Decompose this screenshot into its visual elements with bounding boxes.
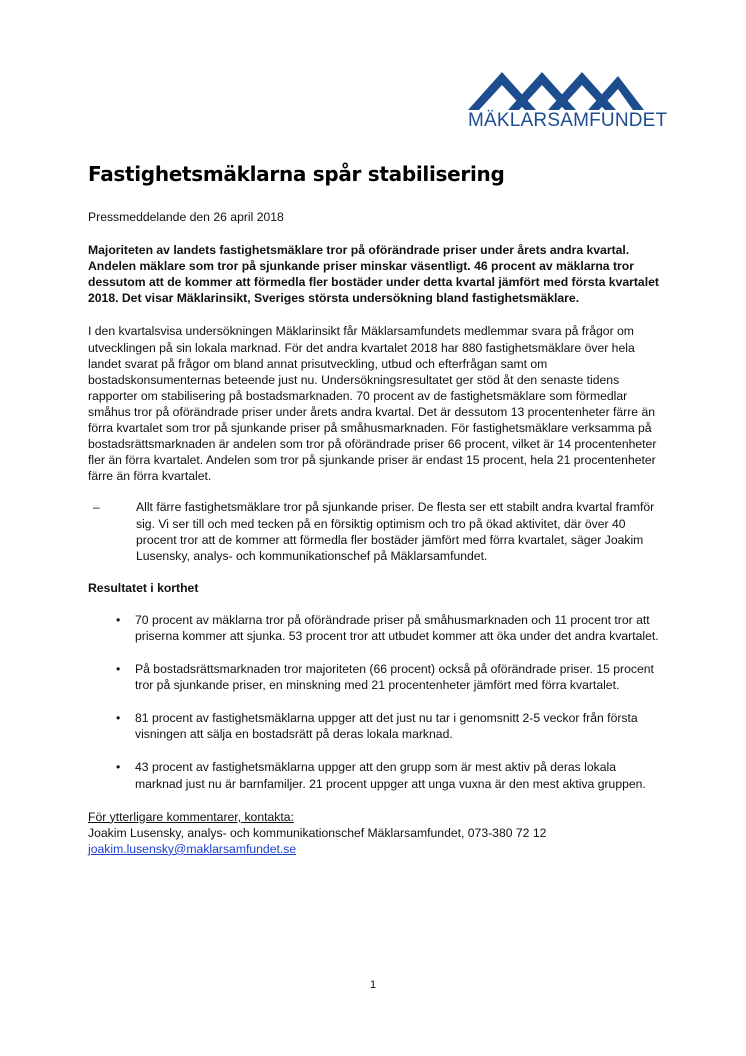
list-item-text: 43 procent av fastighetsmäklarna uppger att den grupp som är mest aktiv på deras lokala marknad just nu är barnfamiljer. 21 procent uppger att unga vuxna är den mest aktiva gruppen. [135, 760, 646, 791]
bullet-icon: • [116, 711, 121, 726]
list-item-text: På bostadsrättsmarknaden tror majoriteten (66 procent) också på oförändrade priser. 15 procent tror på sjunkande priser, en minskning med 21 procentenheter jämfört med förra kvartalet. [135, 662, 654, 693]
page-title: Fastighetsmäklarna spår stabilisering [88, 162, 505, 186]
maklarsamfundet-logo [468, 70, 668, 136]
press-release [88, 162, 660, 857]
bullet-icon: • [116, 612, 121, 627]
contact-email-link[interactable]: joakim.lusensky@maklarsamfundet.se [88, 841, 297, 856]
list-item-text: 81 procent av fastighetsmäklarna uppger att det just nu tar i genomsnitt 2-5 veckor från första visningen att sälja en bostadsrätt på deras lokala marknad. [135, 711, 638, 742]
bullet-icon: • [116, 760, 121, 775]
contact-block [88, 809, 660, 857]
roofs-logo-icon [468, 70, 648, 110]
quote-text: Allt färre fastighetsmäklare tror på sjunkande priser. De flesta ser ett stabilt andra kvartal framför sig. Vi ser till och med tecken på en försiktig optimism och tro på ökad aktivitet, där över 40 procent tror att de kommer att förmedla fler bostäder jämfört med förra kvartalet, säger Joakim Lusensky, analys- och kommunikationschef på Mäklarsamfundet. [136, 500, 655, 563]
quote-dash: – [93, 500, 100, 515]
bullet-icon: • [116, 662, 121, 677]
quote-paragraph [88, 499, 660, 563]
lead-paragraph: Majoriteten av landets fastighetsmäklare tror på oförändrade priser under årets andra kvartal. Andelen mäklare som tror på sjunkande priser minskar väsentligt. 46 procent av mäklarna tror dessutom att de kommer att förmedla fler bostäder under detta kvartal jämfört med första kvartalet 2018. Det visar Mäklarinsikt, Sveriges största undersökning bland fastighetsmäklare. [88, 243, 659, 306]
contact-heading: För ytterligare kommentarer, kontakta: [88, 809, 294, 824]
contact-person: Joakim Lusensky, analys- och kommunikationschef Mäklarsamfundet, 073-380 72 12 [88, 825, 547, 840]
list-item [88, 759, 660, 791]
logo-wordmark: MÄKLARSAMFUNDET [468, 110, 668, 131]
list-item-text: 70 procent av mäklarna tror på oförändrade priser på småhusmarknaden och 11 procent tror att priserna kommer att sjunka. 53 procent tror att utbudet kommer att öka under det andra kvartalet. [135, 612, 659, 643]
list-item [88, 710, 660, 742]
results-list [88, 612, 660, 792]
page-number: 1 [369, 979, 377, 991]
list-item [88, 661, 660, 693]
body-paragraph: I den kvartalsvisa undersökningen Mäklarinsikt får Mäklarsamfundets medlemmar svara på frågor om utvecklingen på sin lokala marknad. För det andra kvartalet 2018 har 880 fastighetsmäklare över hela landet svarat på frågor om bland annat prisutveckling, utbud och efterfrågan samt om bostadskonsumenternas beteende just nu. Undersökningsresultatet ger stöd åt den senaste tidens rapporter om stabilisering på bostadsmarknaden. 70 procent av de fastighetsmäklare som förmedlar småhus tror på oförändrade priser under årets andra kvartal. Det är dessutom 13 procentenheter färre än förra kvartalet som tror på sjunkande priser på småhusmarknaden. För fastighetsmäklare verksamma på bostadsrättsmarknaden är andelen som tror på oförändrade priser 66 procent, vilket är 14 procentenheter fler än förra kvartalet. Andelen som tror på sjunkande priser är endast 15 procent, hela 21 procentenheter färre än förra kvartalet. [88, 324, 657, 484]
list-item [88, 612, 660, 644]
release-date: Pressmeddelande den 26 april 2018 [88, 210, 284, 224]
results-heading: Resultatet i korthet [88, 580, 199, 595]
